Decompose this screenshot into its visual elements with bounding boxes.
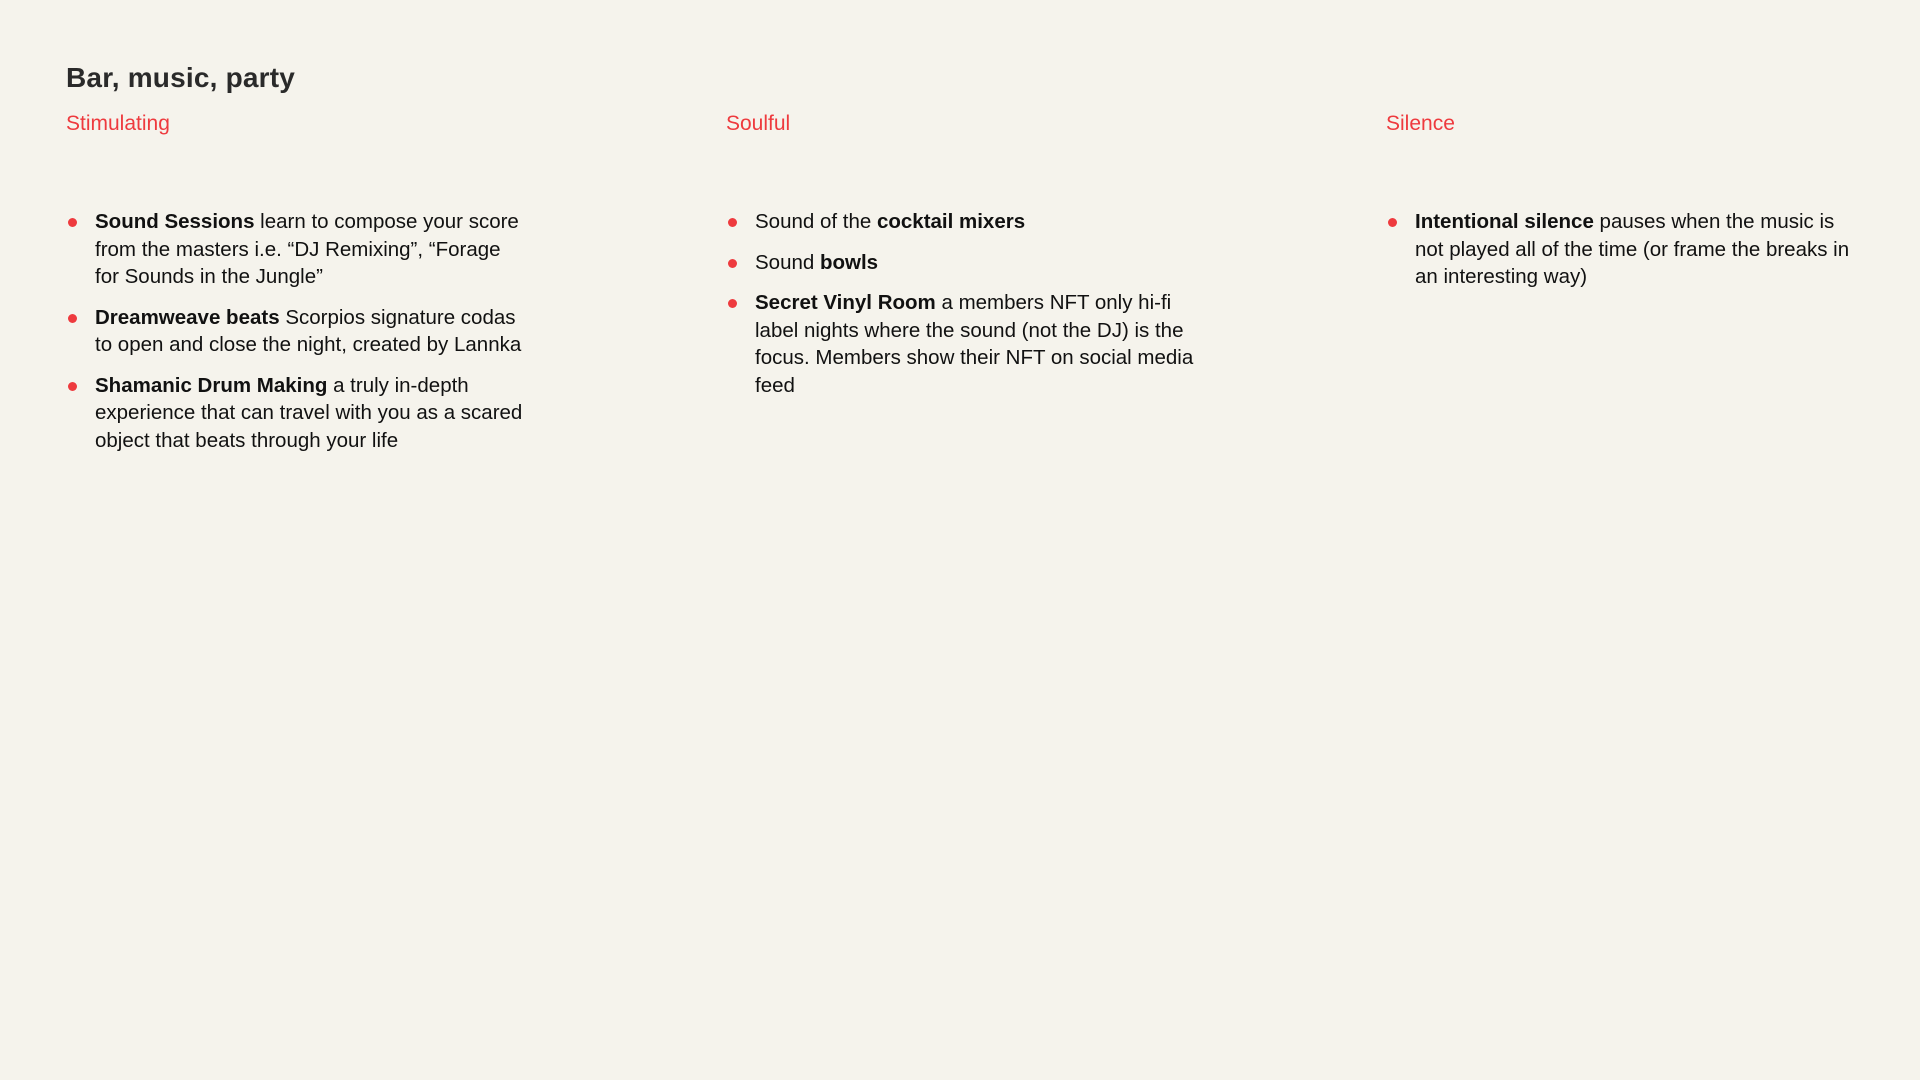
list-item bbox=[1386, 208, 1855, 291]
item-text: learn to compose your score from the masters i.e. “DJ Remixing”, “Forage for Sounds in the Jungle” bbox=[95, 210, 519, 288]
item-title: cocktail mixers bbox=[876, 210, 1026, 233]
item-text: a members NFT only hi-fi label nights where the sound (not the DJ) is the focus. Members show their NFT on social media feed bbox=[755, 291, 1194, 397]
bullet-dot-icon bbox=[728, 299, 737, 308]
bullet-list-soulful bbox=[726, 208, 1195, 412]
list-item bbox=[726, 208, 1195, 236]
bullet-list-stimulating bbox=[66, 208, 525, 467]
item-text: a truly in-depth experience that can travel with you as a scared object that beats through your life bbox=[95, 373, 523, 452]
item-title: Secret Vinyl Room bbox=[755, 291, 936, 314]
bullet-dot-icon bbox=[68, 218, 77, 227]
list-item bbox=[66, 304, 525, 359]
bullet-dot-icon bbox=[68, 382, 77, 391]
item-prefix: Sound bbox=[755, 250, 820, 274]
column-heading-stimulating: Stimulating bbox=[66, 112, 170, 135]
item-title: Shamanic Drum Making bbox=[95, 373, 328, 397]
item-text: pauses when the music is not played all of the time (or frame the breaks in an interesting way) bbox=[1415, 210, 1850, 288]
item-text: Scorpios signature codas to open and close the night, created by Lannka bbox=[95, 305, 522, 356]
list-item bbox=[66, 372, 525, 455]
item-title: bowls bbox=[819, 250, 879, 274]
column-heading-soulful: Soulful bbox=[726, 112, 791, 135]
bullet-dot-icon bbox=[728, 259, 737, 268]
list-item bbox=[66, 208, 525, 291]
bullet-dot-icon bbox=[1388, 218, 1397, 227]
column-silence bbox=[1386, 112, 1856, 288]
item-prefix: Sound of the bbox=[755, 210, 877, 233]
list-item bbox=[726, 249, 1195, 277]
item-title: Sound Sessions bbox=[95, 210, 255, 233]
bullet-list-silence bbox=[1386, 208, 1855, 304]
item-title: Intentional silence bbox=[1415, 210, 1594, 233]
page-title: Bar, music, party bbox=[66, 62, 296, 93]
list-item bbox=[726, 289, 1195, 399]
item-title: Dreamweave beats bbox=[95, 305, 280, 329]
column-soulful bbox=[726, 112, 1196, 397]
bullet-dot-icon bbox=[728, 218, 737, 227]
column-stimulating bbox=[66, 112, 536, 452]
bullet-dot-icon bbox=[68, 314, 77, 323]
column-heading-silence: Silence bbox=[1386, 112, 1455, 135]
